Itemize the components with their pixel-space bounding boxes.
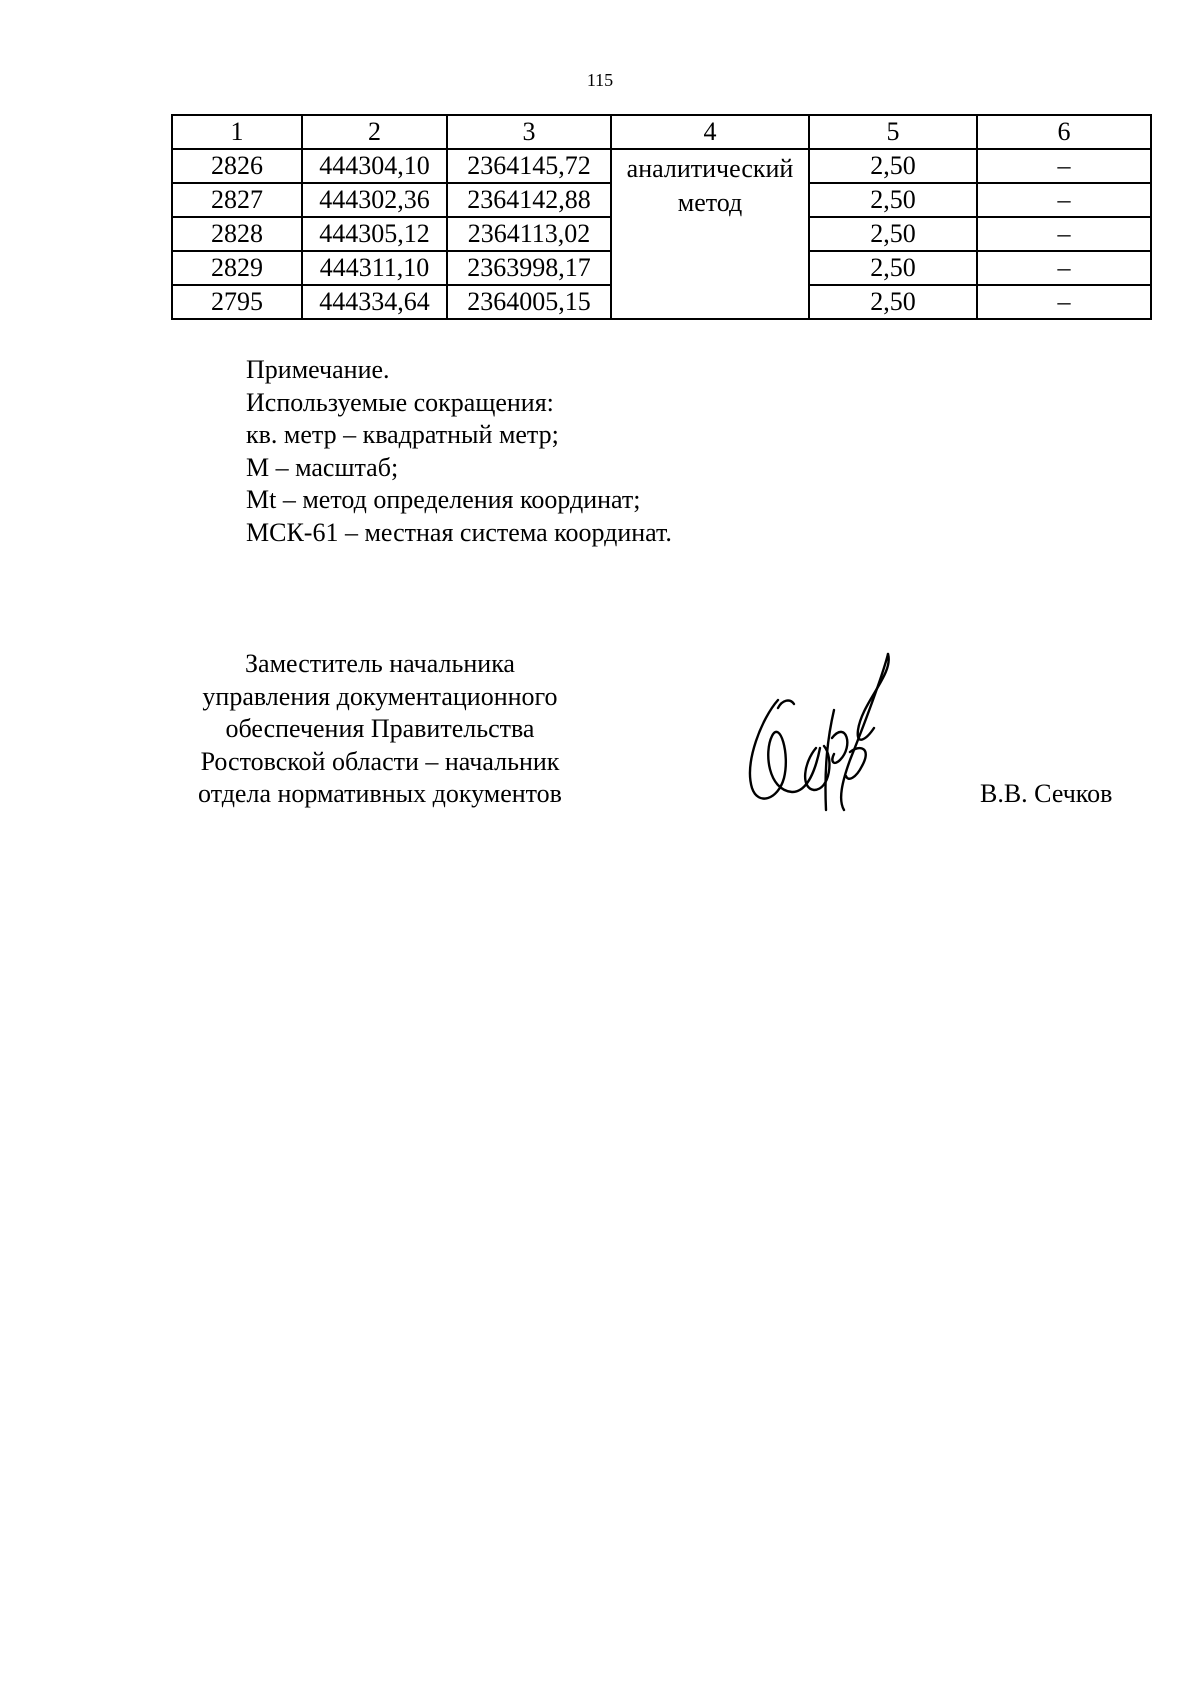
signatory-title-line: отдела нормативных документов — [198, 779, 562, 809]
header-cell: 1 — [172, 115, 302, 149]
y-coordinate-cell: 2363998,17 — [447, 251, 611, 285]
page-number: 115 — [586, 70, 614, 90]
note-line: Mt – метод определения координат; — [246, 485, 641, 515]
table-row — [172, 149, 1151, 183]
column6-cell: – — [977, 183, 1151, 217]
note-heading: Примечание. — [246, 355, 390, 384]
signatory-title-line: управления документационного — [202, 681, 558, 711]
y-coordinate-cell: 2364145,72 — [447, 149, 611, 183]
x-coordinate-cell: 444304,10 — [302, 149, 447, 183]
signatory-title-line: Ростовской области – начальник — [200, 746, 560, 776]
mt-cell: 2,50 — [809, 149, 977, 183]
point-number-cell: 2827 — [172, 183, 302, 217]
note-line: М – масштаб; — [246, 452, 399, 482]
method-line: аналитический — [626, 154, 794, 183]
note-line: Используемые сокращения: — [246, 387, 554, 417]
mt-cell: 2,50 — [809, 183, 977, 217]
y-coordinate-cell: 2364142,88 — [447, 183, 611, 217]
signatory-name: В.В. Сечков — [980, 779, 1113, 808]
header-cell: 6 — [977, 115, 1151, 149]
x-coordinate-cell: 444302,36 — [302, 183, 447, 217]
header-cell: 5 — [809, 115, 977, 149]
method-line: метод — [677, 188, 743, 217]
column6-cell: – — [977, 285, 1151, 319]
y-coordinate-cell: 2364005,15 — [447, 285, 611, 319]
header-cell: 4 — [611, 115, 809, 149]
column6-cell: – — [977, 149, 1151, 183]
note-line: кв. метр – квадратный метр; — [246, 420, 559, 450]
point-number-cell: 2828 — [172, 217, 302, 251]
x-coordinate-cell: 444334,64 — [302, 285, 447, 319]
signatory-title-line: обеспечения Правительства — [225, 714, 535, 744]
point-number-cell: 2795 — [172, 285, 302, 319]
mt-cell: 2,50 — [809, 217, 977, 251]
column6-cell: – — [977, 251, 1151, 285]
signatory-title-line: Заместитель начальника — [245, 649, 515, 678]
note-block — [246, 354, 672, 550]
coordinates-table — [171, 114, 1152, 320]
handwritten-signature — [738, 650, 908, 815]
table-header-row — [172, 115, 1151, 149]
header-cell: 3 — [447, 115, 611, 149]
x-coordinate-cell: 444305,12 — [302, 217, 447, 251]
mt-cell: 2,50 — [809, 251, 977, 285]
note-line: МСК-61 – местная система координат. — [246, 517, 672, 547]
header-cell: 2 — [302, 115, 447, 149]
mt-cell: 2,50 — [809, 285, 977, 319]
point-number-cell: 2826 — [172, 149, 302, 183]
point-number-cell: 2829 — [172, 251, 302, 285]
signatory-title — [170, 648, 590, 811]
method-cell — [611, 149, 809, 319]
y-coordinate-cell: 2364113,02 — [447, 217, 611, 251]
x-coordinate-cell: 444311,10 — [302, 251, 447, 285]
column6-cell: – — [977, 217, 1151, 251]
